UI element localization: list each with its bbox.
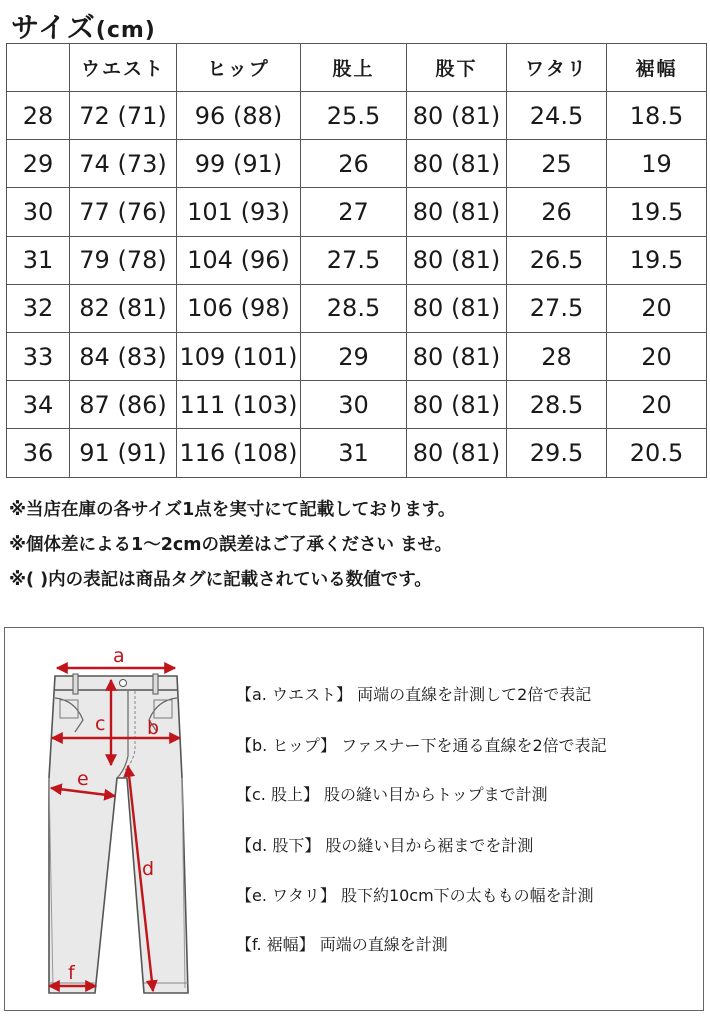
header-cell-inseam: 股下 [407,44,507,92]
rise-cell: 30 [301,381,407,429]
table-row [7,140,707,188]
legend-item-thigh: 【e. ワタリ】 股下約10cm下の太ももの幅を計測 [236,886,594,905]
legend-item-inseam: 【d. 股下】 股の縫い目から裾までを計測 [236,836,534,855]
measurement-guide [4,627,704,1011]
size-table [6,43,707,478]
size-cell: 32 [7,284,70,332]
note-line: ※個体差による1〜2cmの誤差はご了承ください ませ。 [9,535,453,555]
pants-button [120,680,127,687]
header-cell-waist: ウエスト [70,44,177,92]
legend-item-hem: 【f. 裾幅】 両端の直線を計測 [236,935,448,954]
thigh-cell: 26 [507,188,607,236]
inseam-cell: 80 (81) [407,188,507,236]
belt-loop [73,674,78,694]
table-row [7,429,707,477]
thigh-cell: 27.5 [507,284,607,332]
label-e: e [77,768,89,790]
table-row [7,236,707,284]
waist-cell: 87 (86) [70,381,177,429]
header-cell-hem: 裾幅 [607,44,707,92]
hip-cell: 109 (101) [177,332,301,380]
label-c: c [95,713,106,735]
waist-cell: 79 (78) [70,236,177,284]
notes [9,493,455,598]
waist-cell: 74 (73) [70,140,177,188]
hip-cell: 116 (108) [177,429,301,477]
table-header-row [7,44,707,92]
size-cell: 29 [7,140,70,188]
thigh-cell: 26.5 [507,236,607,284]
size-cell: 34 [7,381,70,429]
hip-cell: 111 (103) [177,381,301,429]
rise-cell: 31 [301,429,407,477]
hip-cell: 104 (96) [177,236,301,284]
label-f: f [68,962,75,984]
hip-cell: 99 (91) [177,140,301,188]
inseam-cell: 80 (81) [407,140,507,188]
size-cell: 28 [7,92,70,140]
legend-item-rise: 【c. 股上】 股の縫い目からトップまで計測 [236,785,548,804]
table-row [7,332,707,380]
belt-loop [153,674,158,694]
hem-cell: 19.5 [607,236,707,284]
size-cell: 31 [7,236,70,284]
inseam-cell: 80 (81) [407,381,507,429]
size-cell: 30 [7,188,70,236]
hem-cell: 19.5 [607,188,707,236]
rise-cell: 27 [301,188,407,236]
table-row [7,92,707,140]
waist-cell: 82 (81) [70,284,177,332]
page-title [11,6,156,46]
inseam-cell: 80 (81) [407,92,507,140]
rise-cell: 25.5 [301,92,407,140]
thigh-cell: 28 [507,332,607,380]
hem-cell: 19 [607,140,707,188]
note-line: ※当店在庫の各サイズ1点を実寸にて記載しております。 [9,500,456,520]
label-a: a [113,645,125,667]
hip-cell: 101 (93) [177,188,301,236]
header-cell-size [7,44,70,92]
hem-cell: 20 [607,332,707,380]
legend-item-hip: 【b. ヒップ】 ファスナー下を通る直線を2倍で表記 [236,736,607,755]
waist-cell: 84 (83) [70,332,177,380]
pants-outline [49,676,188,993]
rise-cell: 27.5 [301,236,407,284]
header-cell-hip: ヒップ [177,44,301,92]
inseam-cell: 80 (81) [407,429,507,477]
inseam-cell: 80 (81) [407,284,507,332]
hem-cell: 20 [607,284,707,332]
title-unit: (cm) [95,18,156,43]
rise-cell: 26 [301,140,407,188]
hip-cell: 96 (88) [177,92,301,140]
title-main: サイズ [11,11,96,44]
inseam-cell: 80 (81) [407,236,507,284]
size-cell: 36 [7,429,70,477]
hem-cell: 20.5 [607,429,707,477]
hem-cell: 20 [607,381,707,429]
hip-cell: 106 (98) [177,284,301,332]
rise-cell: 28.5 [301,284,407,332]
thigh-cell: 28.5 [507,381,607,429]
rise-cell: 29 [301,332,407,380]
inseam-cell: 80 (81) [407,332,507,380]
thigh-cell: 25 [507,140,607,188]
size-cell: 33 [7,332,70,380]
pants-diagram [35,638,220,1003]
table-row [7,188,707,236]
waist-cell: 91 (91) [70,429,177,477]
note-line: ※( )内の表記は商品タグに記載されている数値です。 [9,570,432,590]
table-row [7,284,707,332]
label-d: d [142,858,155,880]
legend-item-waist: 【a. ウエスト】 両端の直線を計測して2倍で表記 [236,685,592,704]
thigh-cell: 29.5 [507,429,607,477]
thigh-cell: 24.5 [507,92,607,140]
waist-cell: 72 (71) [70,92,177,140]
hem-cell: 18.5 [607,92,707,140]
header-cell-rise: 股上 [301,44,407,92]
label-b: b [147,717,160,739]
header-cell-thigh: ワタリ [507,44,607,92]
waist-cell: 77 (76) [70,188,177,236]
table-row [7,381,707,429]
